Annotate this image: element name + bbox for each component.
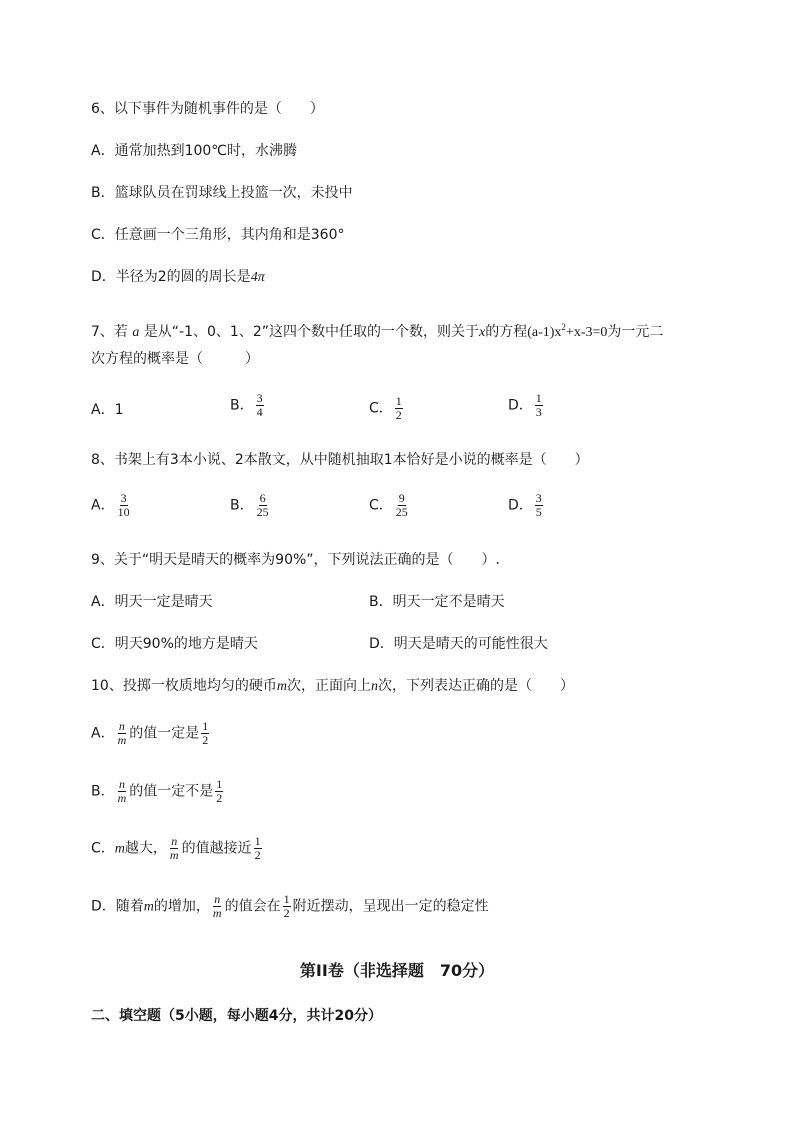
q6-option-d (91, 268, 265, 287)
q7-option-b (230, 392, 266, 419)
q7-option-a: A．1 (91, 402, 124, 418)
q10-option-d-text1: 的增加， (153, 898, 210, 915)
q10-option-d (91, 893, 489, 920)
numerator: n (118, 719, 125, 733)
numerator: n (171, 834, 178, 848)
q10-option-c-var-m: m (114, 841, 125, 857)
q8-option-c-fraction (395, 492, 409, 519)
q7-equation-right: +x-3=0 (565, 325, 608, 340)
q7-stem-part1: 7、若 (91, 324, 133, 340)
q9-stem: 9、关于“明天是晴天的概率为90%”，下列说法正确的是（ ）. (91, 552, 500, 568)
q7-stem-line2: 次方程的概率是（ ） (91, 351, 259, 367)
q10-option-b-text: 的值一定不是 (129, 783, 214, 800)
q10-option-b-half (215, 778, 223, 805)
denominator: m (117, 733, 127, 747)
denominator: 10 (117, 505, 130, 519)
q10-option-a-text: 的值一定是 (129, 725, 200, 742)
denominator: 5 (535, 505, 542, 519)
numerator: 9 (398, 491, 405, 505)
denominator: 3 (535, 405, 542, 419)
q8-option-b-fraction (256, 492, 270, 519)
q9-option-d: D．明天是晴天的可能性很大 (369, 636, 548, 652)
denominator: 2 (283, 906, 290, 920)
denominator: 2 (202, 733, 209, 747)
q6-option-d-math: 4π (250, 270, 265, 285)
q10-option-d-text2: 的值会在 (224, 898, 281, 915)
numerator: n (214, 892, 221, 906)
numerator: 3 (256, 391, 263, 405)
q7-stem (91, 318, 663, 342)
q10-var-n: n (370, 679, 378, 694)
part2-title: 第II卷（非选择题 70分） (299, 961, 495, 980)
q10-option-a (91, 720, 211, 747)
denominator: m (169, 848, 179, 862)
q8-option-d-label: D． (508, 497, 533, 514)
q8-option-c (369, 492, 411, 519)
q8-option-a-fraction (117, 492, 131, 519)
q10-option-c (91, 835, 264, 862)
numerator: 1 (216, 777, 223, 791)
q7-stem-part3: 的方程 (485, 324, 528, 340)
q10-option-a-label: A． (91, 725, 115, 742)
q10-option-a-ratio (117, 720, 128, 747)
q8-option-a (91, 492, 133, 519)
q8-option-d (508, 492, 545, 519)
q7-option-d-label: D． (508, 397, 533, 414)
numerator: 6 (259, 491, 266, 505)
q10-option-d-var-m: m (143, 899, 154, 915)
numerator: 1 (254, 834, 261, 848)
q7-stem-part2: 是从“-1、0、1、2”这四个数中任取的一个数，则关于 (139, 324, 479, 340)
q7-equation-left: (a-1)x (527, 325, 562, 340)
q6-option-d-text: D．半径为2的圆的周长是 (91, 269, 251, 285)
denominator: 25 (256, 505, 269, 519)
denominator: 2 (395, 408, 402, 422)
q8-option-b (230, 492, 272, 519)
numerator: 1 (202, 719, 209, 733)
denominator: m (212, 906, 222, 920)
q7-equation-exponent: 2 (561, 322, 566, 332)
q7-equation (527, 322, 608, 340)
q8-stem: 8、书架上有3本小说、2本散文，从中随机抽取1本恰好是小说的概率是（ ） (91, 452, 589, 468)
q9-option-b: B．明天一定不是晴天 (369, 594, 505, 610)
q7-option-d-fraction (535, 392, 543, 419)
q8-option-a-label: A． (91, 497, 115, 514)
q10-stem-part1: 10、投掷一枚质地均匀的硬币 (91, 678, 277, 694)
denominator: 4 (256, 405, 263, 419)
q7-option-d (508, 392, 545, 419)
denominator: m (117, 791, 127, 805)
numerator: 1 (535, 391, 542, 405)
q9-option-a: A．明天一定是晴天 (91, 594, 213, 610)
q8-option-b-label: B． (230, 497, 254, 514)
q7-option-b-fraction (256, 392, 264, 419)
q7-option-c-label: C． (369, 400, 393, 417)
q7-var-x: x (479, 325, 486, 340)
q10-option-d-text3: 附近摆动，呈现出一定的稳定性 (292, 898, 489, 915)
q10-option-d-label: D．随着 (91, 898, 144, 915)
q10-option-b-label: B． (91, 783, 115, 800)
q10-stem (91, 677, 574, 696)
q10-var-m: m (276, 679, 287, 694)
q10-stem-part3: 次，下列表达正确的是（ ） (377, 678, 574, 694)
numerator: 3 (535, 491, 542, 505)
q10-option-b-ratio (117, 778, 128, 805)
section2-heading: 二、填空题（5小题，每小题4分，共计20分） (91, 1008, 382, 1024)
numerator: 1 (283, 892, 290, 906)
q7-option-b-label: B． (230, 397, 254, 414)
q6-option-b: B．篮球队员在罚球线上投篮一次，未投中 (91, 185, 353, 201)
q10-option-d-half (283, 893, 291, 920)
q10-option-a-half (201, 720, 209, 747)
numerator: 3 (120, 491, 127, 505)
q8-option-c-label: C． (369, 497, 393, 514)
q10-option-c-half (254, 835, 262, 862)
q9-option-c: C．明天90%的地方是晴天 (91, 636, 258, 652)
q7-stem-part4: 为一元二 (607, 324, 664, 340)
numerator: 1 (395, 394, 402, 408)
q10-stem-part2: 次，正面向上 (286, 678, 371, 694)
q10-option-c-ratio (169, 835, 180, 862)
q10-option-c-label: C． (91, 840, 115, 857)
q6-option-a: A．通常加热到100℃时，水沸腾 (91, 143, 298, 159)
numerator: n (118, 777, 125, 791)
q7-var-a: a (132, 325, 140, 340)
q7-option-c-fraction (395, 395, 403, 422)
denominator: 2 (216, 791, 223, 805)
q6-option-c: C．任意画一个三角形，其内角和是360° (91, 227, 345, 243)
q8-option-d-fraction (535, 492, 543, 519)
q10-option-b (91, 778, 225, 805)
q10-option-c-text1: 越大， (124, 840, 167, 857)
q6-stem: 6、以下事件为随机事件的是（ ） (91, 101, 324, 117)
q7-option-c (369, 395, 405, 422)
denominator: 2 (254, 848, 261, 862)
denominator: 25 (395, 505, 408, 519)
q10-option-d-ratio (212, 893, 223, 920)
q10-option-c-text2: 的值越接近 (181, 840, 252, 857)
